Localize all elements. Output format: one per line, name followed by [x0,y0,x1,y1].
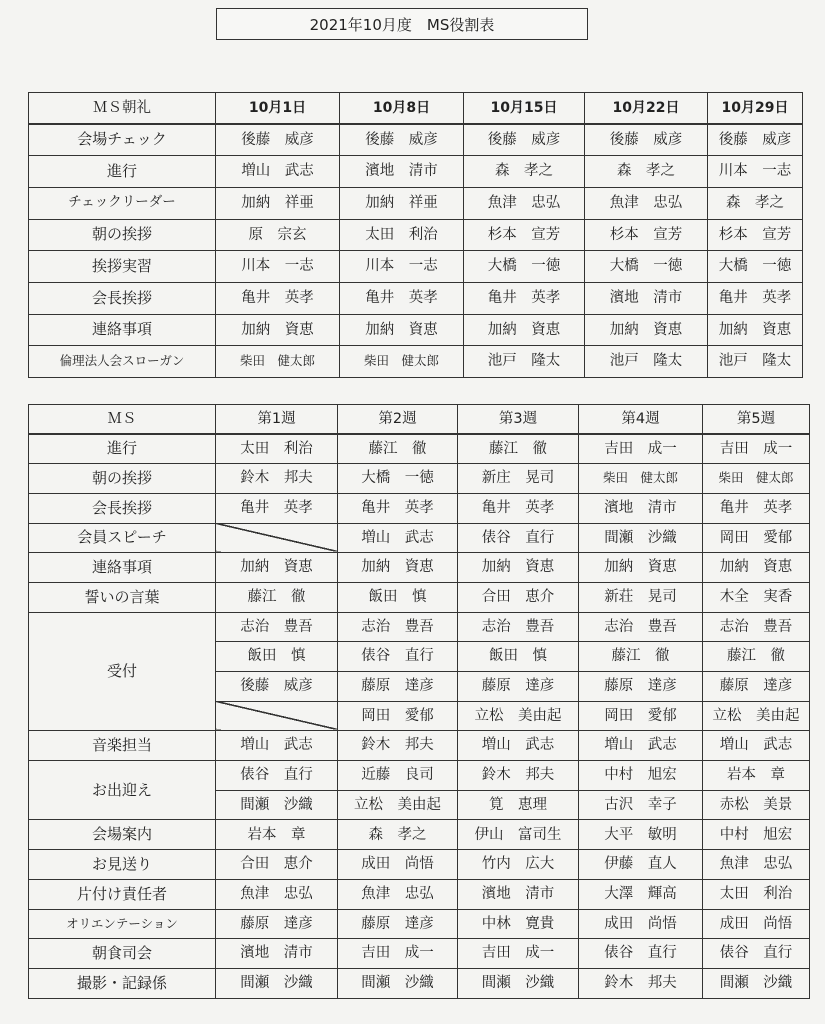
table-row [29,968,810,998]
assignee-cell: 加納 資恵 [464,314,585,346]
assignee-cell: 森 孝之 [708,187,803,219]
assignee-cell: 飯田 慎 [338,582,458,612]
table-row [29,187,803,219]
assignee-cell: 杉本 宣芳 [464,219,585,251]
assignee-cell: 岩本 章 [216,820,338,850]
assignee-cell: 俵谷 直行 [579,939,703,969]
assignee-cell: 加納 資恵 [708,314,803,346]
role-label: チェックリーダー [29,187,216,219]
assignee-cell: 大橋 一徳 [708,251,803,283]
assignee-cell: 成田 尚悟 [703,909,810,939]
assignee-cell: 志治 豊吾 [458,612,579,642]
date-header: 10月15日 [464,93,585,124]
role-label: 会場チェック [29,124,216,156]
assignee-cell: 鈴木 邦夫 [579,968,703,998]
assignee-cell: 増山 武志 [338,523,458,553]
date-header: 10月8日 [340,93,464,124]
assignee-cell: 後藤 威彦 [216,124,340,156]
assignee-cell: 合田 恵介 [458,582,579,612]
assignee-cell: 岡田 愛郁 [338,701,458,731]
assignee-cell: 志治 豊吾 [579,612,703,642]
role-label: 誓いの言葉 [29,582,216,612]
week-header: 第3週 [458,405,579,434]
table-row [29,761,810,791]
assignee-cell: 古沢 幸子 [579,790,703,820]
assignee-cell: 池戸 隆太 [464,346,585,378]
assignee-cell: 藤原 達彦 [579,672,703,702]
table-row [29,314,803,346]
table-row [29,219,803,251]
role-label: 朝食司会 [29,939,216,969]
table-row [29,820,810,850]
assignee-cell: 後藤 威彦 [585,124,708,156]
role-label: 会員スピーチ [29,523,216,553]
assignee-cell: 鈴木 邦夫 [458,761,579,791]
assignee-cell: 加納 祥亜 [216,187,340,219]
role-label: 音楽担当 [29,731,216,761]
assignee-cell: 志治 豊吾 [216,612,338,642]
assignee-cell: 杉本 宣芳 [708,219,803,251]
assignee-cell: 柴田 健太郎 [216,346,340,378]
assignee-cell: 亀井 英孝 [216,282,340,314]
assignee-cell: 藤江 徹 [458,434,579,464]
role-label: 倫理法人会スローガン [29,346,216,378]
table-row [29,156,803,188]
assignee-cell: 柴田 健太郎 [703,464,810,494]
assignee-cell: 濱地 清市 [216,939,338,969]
role-label: 会長挨拶 [29,282,216,314]
assignee-cell: 成田 尚悟 [338,850,458,880]
assignee-cell: 魚津 忠弘 [338,879,458,909]
assignee-cell: 増山 武志 [458,731,579,761]
assignee-cell: 亀井 英孝 [703,493,810,523]
assignee-cell: 藤原 達彦 [216,909,338,939]
assignee-cell: 亀井 英孝 [340,282,464,314]
assignee-cell: 岡田 愛郁 [579,701,703,731]
assignee-cell: 藤江 徹 [338,434,458,464]
role-label: 進行 [29,434,216,464]
table-row [29,493,810,523]
assignee-cell: 加納 資恵 [216,314,340,346]
table-row [29,850,810,880]
assignee-cell: 川本 一志 [708,156,803,188]
assignee-cell: 増山 武志 [216,156,340,188]
role-label: 会長挨拶 [29,493,216,523]
assignee-cell: 吉田 成一 [338,939,458,969]
assignee-cell: 森 孝之 [464,156,585,188]
table-row [29,909,810,939]
table-row [29,939,810,969]
assignee-cell: 大澤 輝高 [579,879,703,909]
assignee-cell: 藤原 達彦 [458,672,579,702]
role-label: お出迎え [29,761,216,820]
assignee-cell: 中村 旭宏 [703,820,810,850]
assignee-cell: 中林 寛貴 [458,909,579,939]
assignee-cell: 後藤 威彦 [216,672,338,702]
assignee-cell: 池戸 隆太 [708,346,803,378]
assignee-cell: 濱地 清市 [458,879,579,909]
assignee-cell: 魚津 忠弘 [703,850,810,880]
assignee-cell: 藤原 達彦 [703,672,810,702]
assignee-cell: 木全 実香 [703,582,810,612]
assignee-cell: 加納 祥亜 [340,187,464,219]
role-label: 会場案内 [29,820,216,850]
assignee-cell: 濱地 清市 [340,156,464,188]
assignee-cell: 濱地 清市 [585,282,708,314]
ms-table [28,404,810,999]
assignee-cell: 俵谷 直行 [703,939,810,969]
assignee-cell: 森 孝之 [585,156,708,188]
assignee-cell: 志治 豊吾 [703,612,810,642]
assignee-cell: 加納 資恵 [579,553,703,583]
assignee-cell: 後藤 威彦 [708,124,803,156]
assignee-cell: 鈴木 邦夫 [216,464,338,494]
assignee-cell: 間瀬 沙織 [703,968,810,998]
assignee-cell: 増山 武志 [703,731,810,761]
assignee-cell: 太田 利治 [703,879,810,909]
assignee-cell: 鈴木 邦夫 [338,731,458,761]
assignee-cell: 柴田 健太郎 [579,464,703,494]
assignee-cell: 筧 恵理 [458,790,579,820]
assignee-cell: 増山 武志 [216,731,338,761]
assignee-cell: 森 孝之 [338,820,458,850]
assignee-cell: 伊山 富司生 [458,820,579,850]
table-row [29,731,810,761]
assignee-cell: 加納 資恵 [458,553,579,583]
assignee-cell: 間瀬 沙織 [216,968,338,998]
role-label: 片付け責任者 [29,879,216,909]
ms-header-row [29,405,810,434]
assignee-cell: 立松 美由起 [338,790,458,820]
assignee-cell: 藤江 徹 [216,582,338,612]
role-label: オリエンテーション [29,909,216,939]
assignee-cell: 俵谷 直行 [458,523,579,553]
role-label: 連絡事項 [29,314,216,346]
assignee-cell: 濱地 清市 [579,493,703,523]
assignee-cell: 加納 資恵 [703,553,810,583]
assignee-cell: 合田 恵介 [216,850,338,880]
assignee-cell: 吉田 成一 [458,939,579,969]
assignee-cell: 赤松 美景 [703,790,810,820]
assignee-cell: 間瀬 沙織 [216,790,338,820]
role-label: 挨拶実習 [29,251,216,283]
empty-slash-cell [216,701,338,731]
assignee-cell: 川本 一志 [216,251,340,283]
assignee-cell: 魚津 忠弘 [464,187,585,219]
assignee-cell: 成田 尚悟 [579,909,703,939]
assignee-cell: 藤江 徹 [579,642,703,672]
table-row [29,879,810,909]
assignee-cell: 亀井 英孝 [464,282,585,314]
week-header: 第5週 [703,405,810,434]
assignee-cell: 立松 美由起 [703,701,810,731]
date-header: 10月22日 [585,93,708,124]
table-row [29,523,810,553]
role-label: 連絡事項 [29,553,216,583]
assignee-cell: 亀井 英孝 [216,493,338,523]
assignee-cell: 志治 豊吾 [338,612,458,642]
assignee-cell: 竹内 広大 [458,850,579,880]
assignee-cell: 立松 美由起 [458,701,579,731]
assignee-cell: 間瀬 沙織 [338,968,458,998]
assignee-cell: 岩本 章 [703,761,810,791]
assignee-cell: 加納 資恵 [338,553,458,583]
assignee-cell: 岡田 愛郁 [703,523,810,553]
week-header: 第4週 [579,405,703,434]
assignee-cell: 後藤 威彦 [340,124,464,156]
table-row [29,582,810,612]
assignee-cell: 加納 資恵 [585,314,708,346]
assignee-cell: 藤江 徹 [703,642,810,672]
week-header: 第2週 [338,405,458,434]
assignee-cell: 吉田 成一 [703,434,810,464]
assignee-cell: 川本 一志 [340,251,464,283]
assignee-cell: 飯田 慎 [458,642,579,672]
assignee-cell: 大橋 一徳 [585,251,708,283]
assignee-cell: 柴田 健太郎 [340,346,464,378]
assignee-cell: 中村 旭宏 [579,761,703,791]
assignee-cell: 増山 武志 [579,731,703,761]
table-row [29,464,810,494]
assignee-cell: 間瀬 沙織 [458,968,579,998]
empty-slash-cell [216,523,338,553]
assignee-cell: 新荘 晃司 [579,582,703,612]
role-label: 受付 [29,612,216,731]
assignee-cell: 間瀬 沙織 [579,523,703,553]
assignee-cell: 飯田 慎 [216,642,338,672]
week-header: 第1週 [216,405,338,434]
assignee-cell: 池戸 隆太 [585,346,708,378]
ms-table-title: ＭＳ [29,405,216,434]
assignee-cell: 太田 利治 [340,219,464,251]
table-row [29,346,803,378]
date-header: 10月1日 [216,93,340,124]
role-label: 進行 [29,156,216,188]
assignee-cell: 伊藤 直人 [579,850,703,880]
assignee-cell: 大平 敏明 [579,820,703,850]
assignee-cell: 吉田 成一 [579,434,703,464]
table-row [29,282,803,314]
table-row [29,553,810,583]
assignee-cell: 太田 利治 [216,434,338,464]
role-label: 撮影・記録係 [29,968,216,998]
morning-table [28,92,803,378]
assignee-cell: 後藤 威彦 [464,124,585,156]
assignee-cell: 亀井 英孝 [458,493,579,523]
assignee-cell: 亀井 英孝 [338,493,458,523]
morning-header-row [29,93,803,124]
table-row [29,612,810,642]
table-row [29,124,803,156]
assignee-cell: 杉本 宣芳 [585,219,708,251]
assignee-cell: 藤原 達彦 [338,672,458,702]
assignee-cell: 大橋 一徳 [338,464,458,494]
assignee-cell: 亀井 英孝 [708,282,803,314]
assignee-cell: 近藤 良司 [338,761,458,791]
table-row [29,434,810,464]
role-label: お見送り [29,850,216,880]
assignee-cell: 魚津 忠弘 [216,879,338,909]
assignee-cell: 加納 資恵 [216,553,338,583]
role-label: 朝の挨拶 [29,464,216,494]
assignee-cell: 原 宗玄 [216,219,340,251]
page-title: 2021年10月度 MS役割表 [216,8,588,40]
role-label: 朝の挨拶 [29,219,216,251]
date-header: 10月29日 [708,93,803,124]
assignee-cell: 加納 資恵 [340,314,464,346]
assignee-cell: 俵谷 直行 [338,642,458,672]
assignee-cell: 俵谷 直行 [216,761,338,791]
assignee-cell: 新庄 晃司 [458,464,579,494]
assignee-cell: 魚津 忠弘 [585,187,708,219]
table-row [29,251,803,283]
morning-table-title: ＭＳ朝礼 [29,93,216,124]
assignee-cell: 大橋 一徳 [464,251,585,283]
assignee-cell: 藤原 達彦 [338,909,458,939]
